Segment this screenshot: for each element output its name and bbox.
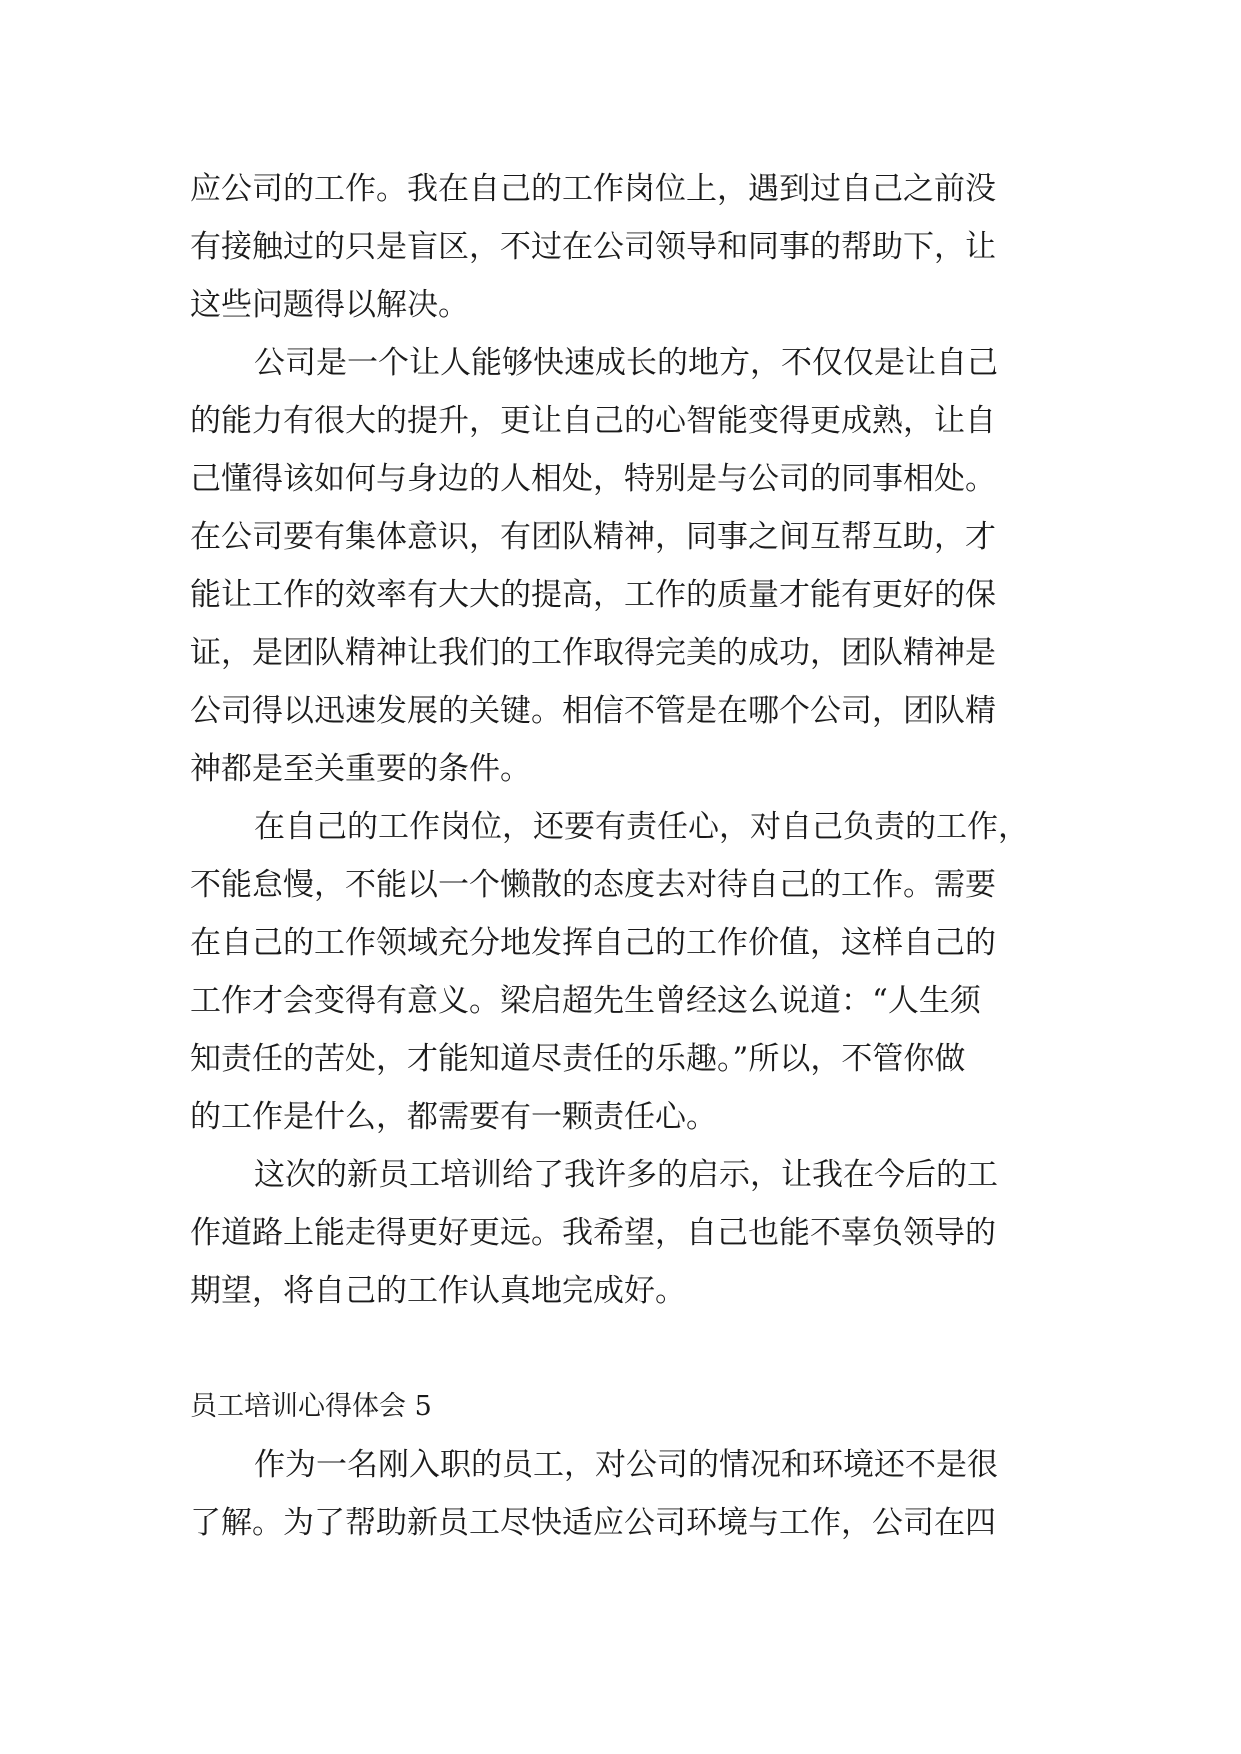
text-line: 期望，将自己的工作认真地完成好。 [190, 1273, 686, 1309]
text-line: 不能怠慢，不能以一个懒散的态度去对待自己的工作。需要 [190, 867, 996, 903]
text-line: 的能力有很大的提升，更让自己的心智能变得更成熟，让自 [190, 403, 996, 439]
text-line: 公司得以迅速发展的关键。相信不管是在哪个公司，团队精 [190, 693, 996, 729]
text-line: 这次的新员工培训给了我许多的启示，让我在今后的工 [254, 1157, 998, 1193]
text-line: 了解。为了帮助新员工尽快适应公司环境与工作，公司在四 [190, 1505, 996, 1541]
text-line: 在自己的工作岗位，还要有责任心，对自己负责的工作， [254, 809, 1029, 845]
text-line: 知责任的苦处，才能知道尽责任的乐趣。”所以，不管你做 [190, 1041, 966, 1077]
text-line: 作为一名刚入职的员工，对公司的情况和环境还不是很 [254, 1447, 998, 1483]
text-line: 有接触过的只是盲区，不过在公司领导和同事的帮助下，让 [190, 229, 996, 265]
text-line: 的工作是什么，都需要有一颗责任心。 [190, 1099, 717, 1135]
paragraph-gap [190, 1320, 1070, 1378]
text-line: 神都是至关重要的条件。 [190, 751, 531, 787]
text-line: 能让工作的效率有大大的提高，工作的质量才能有更好的保 [190, 577, 996, 613]
text-line: 应公司的工作。我在自己的工作岗位上，遇到过自己之前没 [190, 171, 996, 207]
section-heading: 员工培训心得体会 5 [190, 1391, 432, 1422]
text-line: 这些问题得以解决。 [190, 287, 469, 323]
text-line: 在自己的工作领域充分地发挥自己的工作价值，这样自己的 [190, 925, 996, 961]
text-line: 公司是一个让人能够快速成长的地方，不仅仅是让自己 [254, 345, 998, 381]
text-line: 工作才会变得有意义。梁启超先生曾经这么说道：“人生须 [190, 983, 981, 1019]
text-line: 在公司要有集体意识，有团队精神，同事之间互帮互助，才 [190, 519, 996, 555]
document-body [190, 160, 1070, 1552]
text-line: 证，是团队精神让我们的工作取得完美的成功，团队精神是 [190, 635, 996, 671]
text-line: 作道路上能走得更好更远。我希望，自己也能不辜负领导的 [190, 1215, 996, 1251]
text-line: 己懂得该如何与身边的人相处，特别是与公司的同事相处。 [190, 461, 996, 497]
